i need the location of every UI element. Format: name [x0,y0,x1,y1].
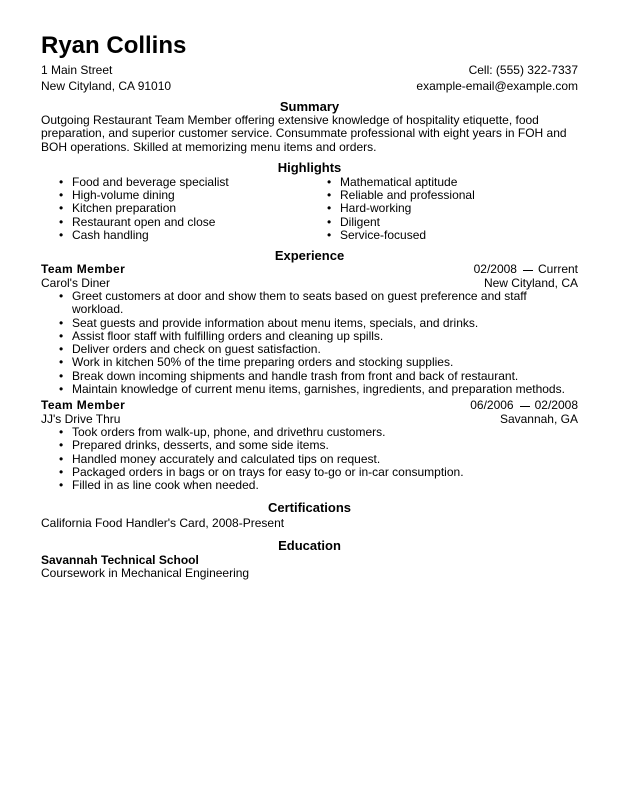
job-dates [474,263,578,276]
job-end: Current [537,262,578,277]
experience-heading: Experience [274,248,345,264]
address-line2: New Cityland, CA 91010 [41,79,172,93]
job-entry-2 [41,399,578,492]
company-name: Carol's Diner [41,275,110,290]
summary-text: Outgoing Restaurant Team Member offering extensive knowledge of hospitality etiquette, food preparation, and superior customer service. Consummate professional with eight years in FOH and BOH operations. Skilled at memorizing menu items and orders. [41,113,567,154]
list-item: • Greet customers at door and show them to seats based on guest preference and staff workload. [41,290,578,317]
list-item: • Kitchen preparation [41,202,309,215]
certification-item: California Food Handler's Card, 2008-Present [41,516,285,531]
phone: Cell: (555) 322-7337 [468,63,578,77]
list-item: • Filled in as line cook when needed. [41,479,578,492]
job-location: New Cityland, CA [483,275,578,290]
job-start: 02/2008 [473,262,517,277]
summary-heading: Summary [279,99,340,114]
list-item: • Maintain knowledge of current menu items, garnishes, ingredients, and preparation methods. [41,383,578,396]
list-item: • Mathematical aptitude [309,176,577,189]
list-item: • Break down incoming shipments and handle trash from front and back of restaurant. [41,370,578,383]
list-item: • Hard-working [309,202,577,215]
contact-row-1 [41,62,578,78]
education-detail: Coursework in Mechanical Engineering [41,566,250,581]
list-item: • Deliver orders and check on guest satisfaction. [41,343,578,356]
list-item: • Handled money accurately and calculated tips on request. [41,453,578,466]
job-title: Team Member [41,262,126,277]
highlights-left-list [41,176,309,242]
date-dash [523,270,533,271]
job-dates [470,399,578,412]
list-item: • Service-focused [309,229,577,242]
job-title: Team Member [41,398,126,413]
list-item: • Packaged orders in bags or on trays for easy to-go or in-car consumption. [41,466,578,479]
list-item: • Food and beverage specialist [41,176,309,189]
list-item: • Assist floor staff with fulfilling orders and cleaning up spills. [41,330,578,343]
email[interactable]: example-email@example.com [416,79,578,93]
contact-row-2 [41,78,578,94]
job-location: Savannah, GA [499,411,578,426]
list-item: • Work in kitchen 50% of the time preparing orders and stocking supplies. [41,356,578,369]
list-item: • High-volume dining [41,189,309,202]
job-duties-list [41,290,578,396]
candidate-name: Ryan Collins [41,32,187,59]
school-name: Savannah Technical School [41,552,199,567]
list-item: • Reliable and professional [309,189,577,202]
date-dash [520,406,530,407]
list-item: • Took orders from walk-up, phone, and drivethru customers. [41,426,578,439]
job-entry-1 [41,263,578,396]
job-end: 02/2008 [534,398,578,413]
highlights-right-list [309,176,577,242]
resume-page [41,32,578,580]
highlights-heading: Highlights [277,159,342,175]
certifications-heading: Certifications [267,500,352,516]
company-name: JJ's Drive Thru [41,411,121,426]
list-item: • Cash handling [41,229,309,242]
list-item: • Diligent [309,216,577,229]
job-start: 06/2006 [470,398,514,413]
list-item: • Restaurant open and close [41,216,309,229]
list-item: • Seat guests and provide information about menu items, specials, and drinks. [41,317,578,330]
address-line1: 1 Main Street [41,63,113,77]
job-duties-list [41,426,578,492]
list-item: • Prepared drinks, desserts, and some side items. [41,439,578,452]
highlights-columns [41,176,578,242]
education-heading: Education [278,537,341,553]
